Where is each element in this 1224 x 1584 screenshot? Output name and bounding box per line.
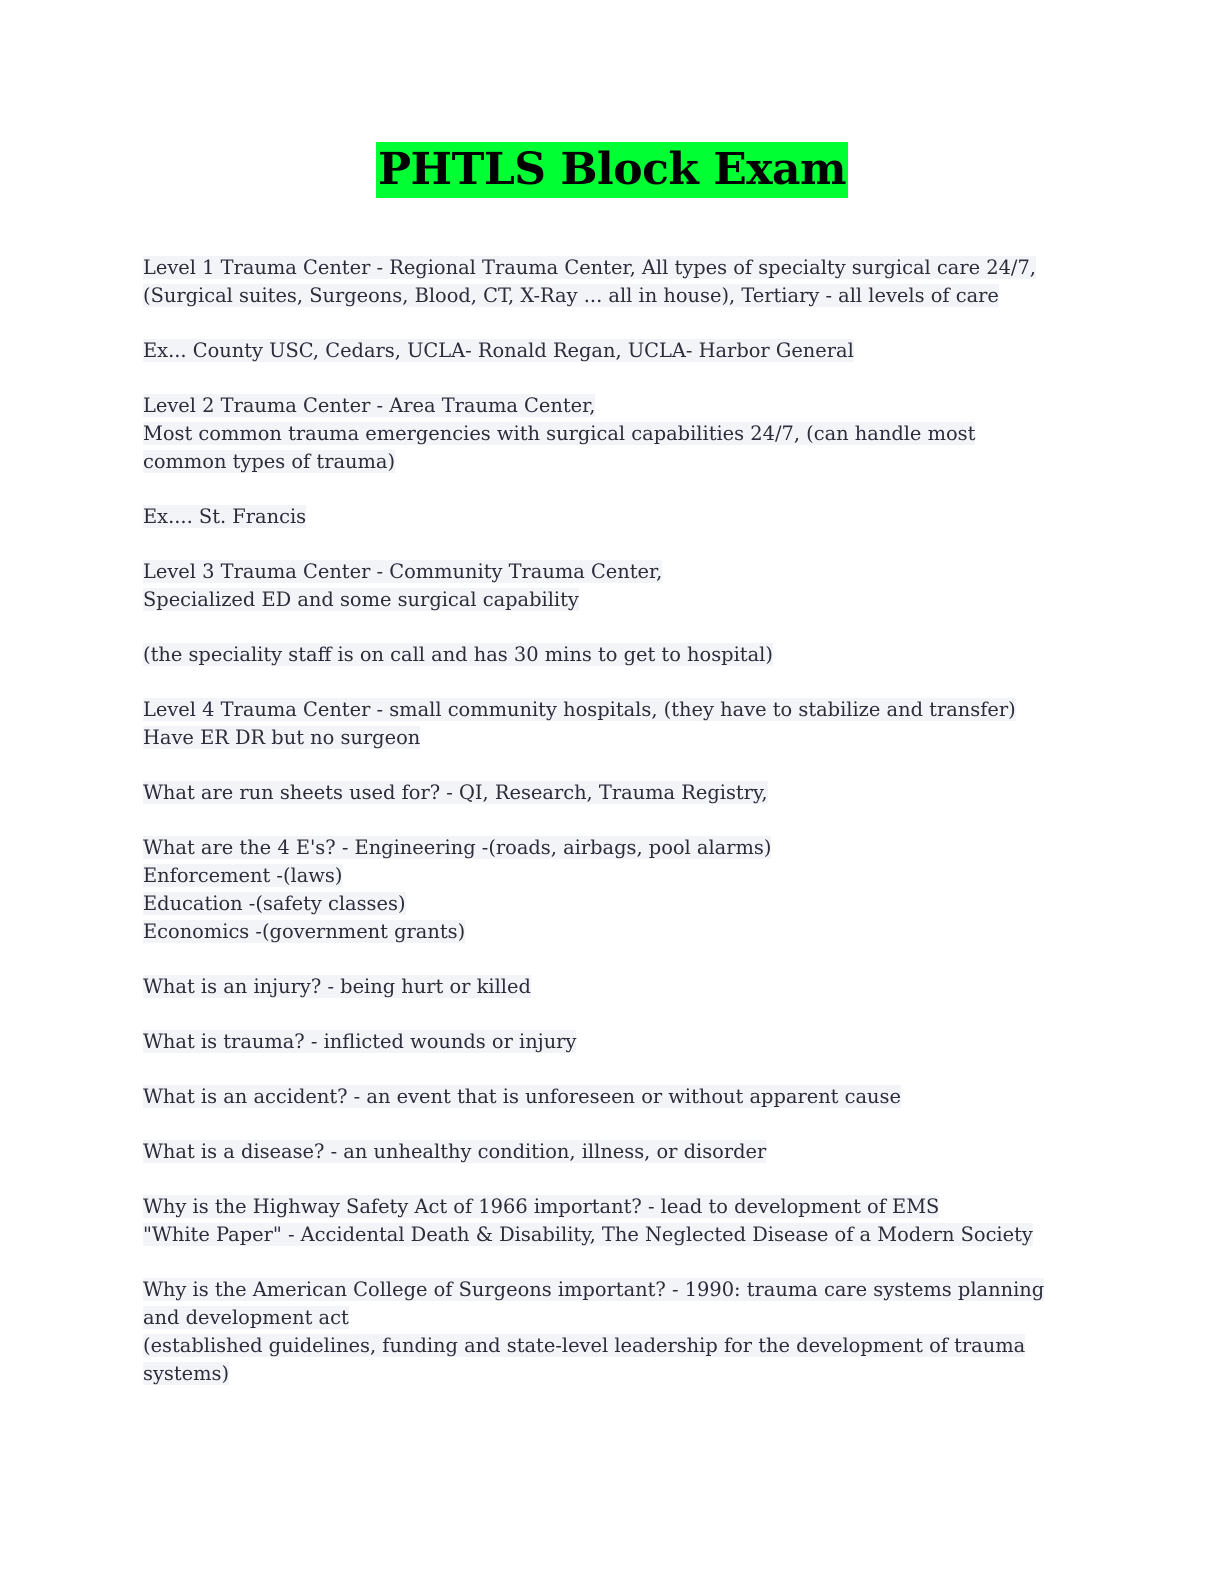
qa-entry — [143, 392, 1083, 476]
entry-line-text: Why is the Highway Safety Act of 1966 important? - lead to development of EMS — [143, 1195, 940, 1218]
entry-line-text: Economics -(government grants) — [143, 920, 466, 943]
entry-line-text: Level 2 Trauma Center - Area Trauma Center, — [143, 394, 596, 417]
qa-entry — [143, 254, 1083, 310]
entry-line — [143, 1332, 1083, 1360]
entry-line-text: Ex.... St. Francis — [143, 505, 307, 528]
qa-entry — [143, 641, 1083, 669]
entry-line — [143, 1360, 1083, 1388]
entry-line-text: (established guidelines, funding and state-level leadership for the development of trauma — [143, 1334, 1026, 1357]
entry-line — [143, 890, 1083, 918]
entry-line-text: What is an injury? - being hurt or killed — [143, 975, 531, 998]
entry-line — [143, 862, 1083, 890]
entry-line — [143, 503, 1083, 531]
entry-line-text: What are run sheets used for? - QI, Research, Trauma Registry, — [143, 781, 768, 804]
entry-line — [143, 558, 1083, 586]
entry-line-text: Level 3 Trauma Center - Community Trauma Center, — [143, 560, 663, 583]
entry-line-text: Level 1 Trauma Center - Regional Trauma Center, All types of specialty surgical care 24/7, — [143, 256, 1036, 279]
document-body — [143, 254, 1083, 1415]
qa-entry — [143, 973, 1083, 1001]
entry-line-text: What is trauma? - inflicted wounds or injury — [143, 1030, 577, 1053]
entry-line-text: Ex... County USC, Cedars, UCLA- Ronald Regan, UCLA- Harbor General — [143, 339, 854, 362]
entry-line — [143, 641, 1083, 669]
entry-line-text: Education -(safety classes) — [143, 892, 406, 915]
entry-line-text: Have ER DR but no surgeon — [143, 726, 421, 749]
entry-line-text: Enforcement -(laws) — [143, 864, 343, 887]
entry-line — [143, 696, 1083, 724]
entry-line-text: (Surgical suites, Surgeons, Blood, CT, X-Ray ... all in house), Tertiary - all levels of care — [143, 284, 999, 307]
entry-line-text: systems) — [143, 1362, 230, 1385]
qa-entry — [143, 337, 1083, 365]
qa-entry — [143, 503, 1083, 531]
entry-line — [143, 1221, 1083, 1249]
entry-line — [143, 1028, 1083, 1056]
entry-line — [143, 1193, 1083, 1221]
entry-line-text: "White Paper" - Accidental Death & Disability, The Neglected Disease of a Modern Society — [143, 1223, 1033, 1246]
page-title: PHTLS Block Exam — [376, 142, 848, 198]
page-title-container — [0, 142, 1224, 198]
qa-entry — [143, 696, 1083, 752]
qa-entry — [143, 1138, 1083, 1166]
entry-line — [143, 254, 1083, 282]
entry-line — [143, 973, 1083, 1001]
entry-line — [143, 918, 1083, 946]
entry-line — [143, 1276, 1083, 1304]
entry-line-text: and development act — [143, 1306, 349, 1329]
entry-line-text: Most common trauma emergencies with surgical capabilities 24/7, (can handle most — [143, 422, 976, 445]
entry-line — [143, 779, 1083, 807]
entry-line-text: What are the 4 E's? - Engineering -(roads, airbags, pool alarms) — [143, 836, 772, 859]
qa-entry — [143, 558, 1083, 614]
entry-line — [143, 724, 1083, 752]
entry-line-text: Level 4 Trauma Center - small community hospitals, (they have to stabilize and transfer) — [143, 698, 1016, 721]
entry-line — [143, 420, 1083, 448]
entry-line-text: (the speciality staff is on call and has 30 mins to get to hospital) — [143, 643, 773, 666]
qa-entry — [143, 1083, 1083, 1111]
entry-line — [143, 586, 1083, 614]
entry-line-text: What is an accident? - an event that is unforeseen or without apparent cause — [143, 1085, 901, 1108]
entry-line-text: common types of trauma) — [143, 450, 396, 473]
entry-line — [143, 1138, 1083, 1166]
qa-entry — [143, 1193, 1083, 1249]
qa-entry — [143, 834, 1083, 946]
entry-line — [143, 337, 1083, 365]
entry-line-text: What is a disease? - an unhealthy condition, illness, or disorder — [143, 1140, 767, 1163]
entry-line — [143, 392, 1083, 420]
entry-line — [143, 1083, 1083, 1111]
entry-line — [143, 1304, 1083, 1332]
entry-line — [143, 282, 1083, 310]
entry-line — [143, 834, 1083, 862]
qa-entry — [143, 1028, 1083, 1056]
qa-entry — [143, 1276, 1083, 1388]
entry-line-text: Why is the American College of Surgeons important? - 1990: trauma care systems planning — [143, 1278, 1045, 1301]
qa-entry — [143, 779, 1083, 807]
entry-line-text: Specialized ED and some surgical capability — [143, 588, 579, 611]
entry-line — [143, 448, 1083, 476]
